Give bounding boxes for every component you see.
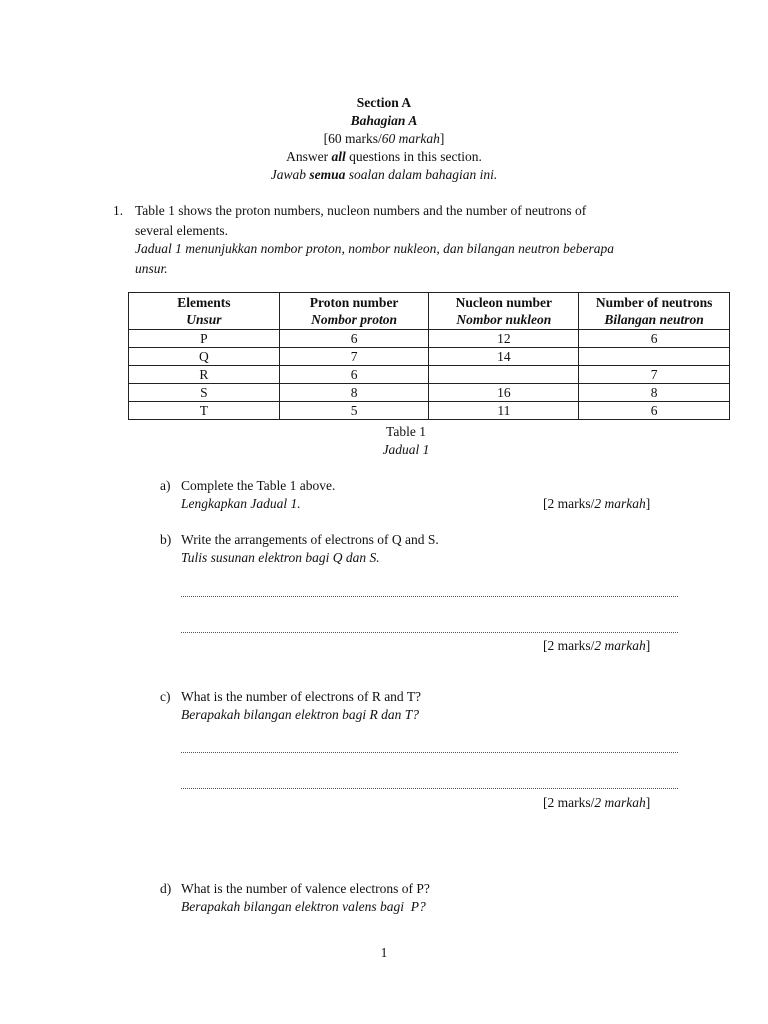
table-cell: 7 [279,348,429,366]
header-nucleon-number: Nucleon number Nombor nukleon [429,293,579,330]
question-number: 1. [113,203,124,218]
section-instruction [0,148,768,166]
elements-table [128,292,730,420]
table-cell: 5 [279,402,429,420]
section-marks [0,130,768,148]
table-cell-answer[interactable] [579,348,730,366]
table-cell: T [129,402,280,420]
table-row [129,348,730,366]
table-row [129,402,730,420]
table-cell-answer[interactable] [429,366,579,384]
part-c-text-ms: Berapakah bilangan elektron bagi R dan T? [181,707,419,722]
table-cell: 12 [429,330,579,348]
table-cell: 14 [429,348,579,366]
section-marks-close: ] [439,131,445,146]
part-a-text-ms: Lengkapkan Jadual 1. [181,496,301,511]
instruction-pre: Answer [286,149,332,164]
part-c-text: What is the number of electrons of R and T? [181,689,422,704]
instruction-ms-bold: semua [309,167,346,182]
question-text-ms-line1: Jadual 1 menunjukkan nombor proton, nombor nukleon, dan bilangan neutron beberapa [135,241,614,256]
table-caption-ms: Jadual 1 [382,442,430,457]
question-text-line1: Table 1 shows the proton numbers, nucleon numbers and the number of neutrons of [135,203,587,218]
table-cell: 6 [279,366,429,384]
question-text-line2: several elements. [135,223,228,238]
table-cell: 6 [579,402,730,420]
section-instruction-ms [0,166,768,184]
part-a-marks: [2 marks/2 markah] [543,496,651,511]
part-a-label: a) [160,478,171,493]
part-c-answer-line-1[interactable] [181,752,678,753]
instruction-ms-pre: Jawab [270,167,310,182]
header-proton-number: Proton number Nombor proton [279,293,429,330]
table-cell: 11 [429,402,579,420]
part-c-marks: [2 marks/2 markah] [543,795,651,810]
table-row [129,330,730,348]
part-c-label: c) [160,689,171,704]
table-cell: 8 [579,384,730,402]
header-neutrons: Number of neutrons Bilangan neutron [579,293,730,330]
header-elements: Elements Unsur [129,293,280,330]
table-cell: 7 [579,366,730,384]
part-d-label: d) [160,881,172,896]
part-d-text-ms: Berapakah bilangan elektron valens bagi P? [181,899,426,914]
table-cell: P [129,330,280,348]
table-cell: S [129,384,280,402]
table-cell: 16 [429,384,579,402]
table-cell: 6 [279,330,429,348]
section-title-ms: Bahagian A [350,113,418,128]
question-text-ms-line2: unsur. [135,261,168,276]
table-cell: Q [129,348,280,366]
part-b-marks: [2 marks/2 markah] [543,638,651,653]
section-title: Section A [356,95,412,110]
page-number: 1 [380,945,388,960]
table-cell: 8 [279,384,429,402]
table-row [129,384,730,402]
section-marks-open: [60 marks/ [323,131,382,146]
table-cell: R [129,366,280,384]
instruction-ms-post: soalan dalam bahagian ini. [345,167,498,182]
instruction-post: questions in this section. [345,149,482,164]
part-c-answer-line-2[interactable] [181,788,678,789]
table-row [129,366,730,384]
section-marks-ms: 60 markah [381,131,440,146]
table-cell: 6 [579,330,730,348]
part-b-text: Write the arrangements of electrons of Q and S. [181,532,439,547]
part-b-label: b) [160,532,172,547]
part-b-answer-line-2[interactable] [181,632,678,633]
table-header-row [129,293,730,330]
part-d-text: What is the number of valence electrons of P? [181,881,430,896]
part-b-text-ms: Tulis susunan elektron bagi Q dan S. [181,550,380,565]
instruction-bold: all [331,149,346,164]
table-caption: Table 1 [386,424,426,439]
part-b-answer-line-1[interactable] [181,596,678,597]
part-a-text: Complete the Table 1 above. [181,478,336,493]
